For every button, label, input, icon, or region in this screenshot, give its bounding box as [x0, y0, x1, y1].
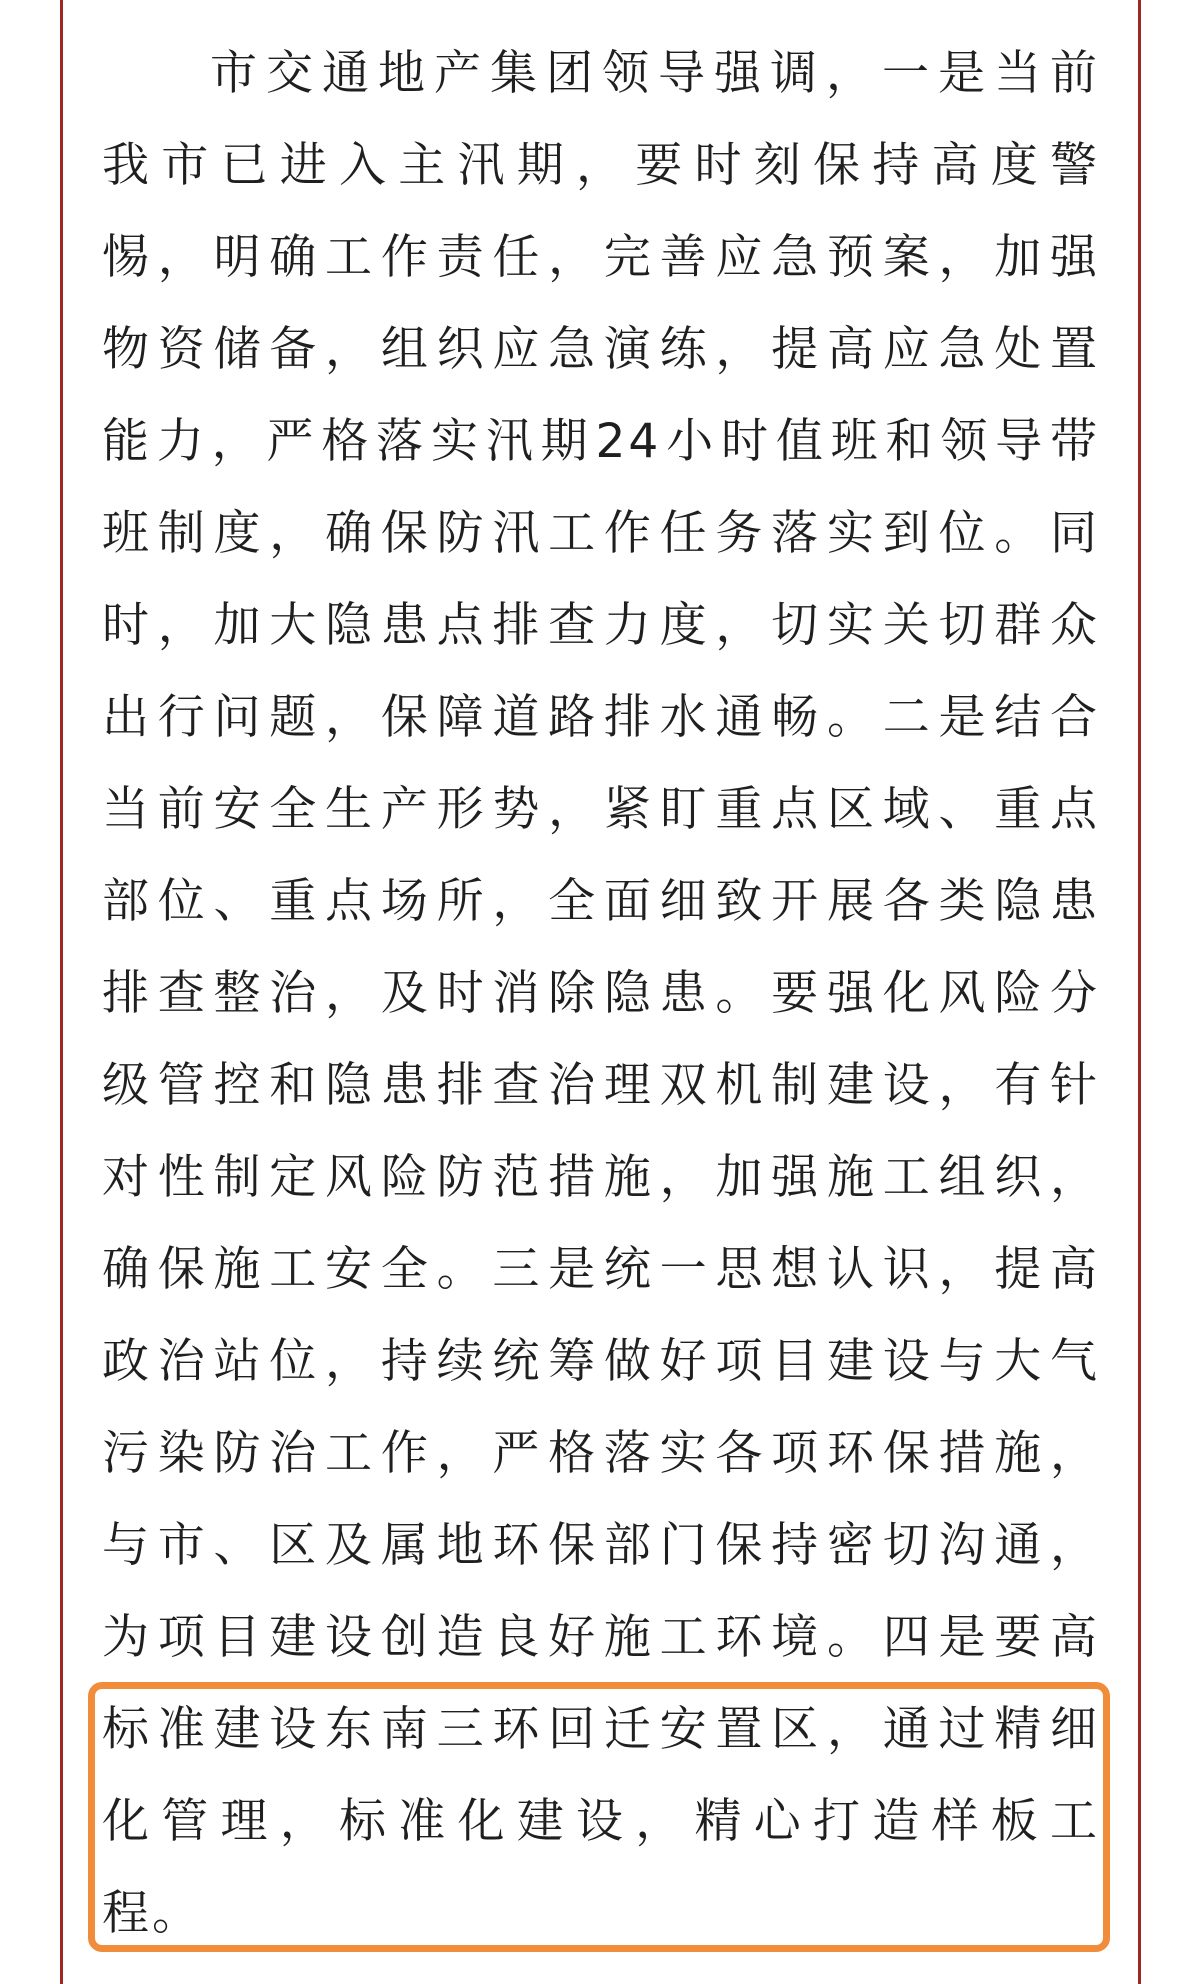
- article-line-17: 与市、区及属地环保部门保持密切沟通，: [102, 1518, 1100, 1573]
- article-line-7: 时，加大隐患点排查力度，切实关切群众: [102, 598, 1100, 653]
- right-border-rule: [1138, 0, 1141, 1984]
- article-body: [102, 28, 1100, 1960]
- article-line-5: 能力，严格落实汛期24小时值班和领导带: [102, 414, 1100, 469]
- article-line-19: 标准建设东南三环回迁安置区，通过精细: [102, 1702, 1100, 1757]
- article-line-11: 排查整治，及时消除隐患。要强化风险分: [102, 966, 1100, 1021]
- article-line-18: 为项目建设创造良好施工环境。四是要高: [102, 1610, 1100, 1665]
- article-line-21: 程。: [102, 1886, 202, 1941]
- article-line-15: 政治站位，持续统筹做好项目建设与大气: [102, 1334, 1100, 1389]
- article-line-20: 化管理，标准化建设，精心打造样板工: [102, 1794, 1100, 1849]
- article-line-2: 我市已进入主汛期，要时刻保持高度警: [102, 138, 1100, 193]
- article-line-14: 确保施工安全。三是统一思想认识，提高: [102, 1242, 1100, 1297]
- left-border-rule: [60, 0, 63, 1984]
- article-line-12: 级管控和隐患排查治理双机制建设，有针: [102, 1058, 1100, 1113]
- article-line-16: 污染防治工作，严格落实各项环保措施，: [102, 1426, 1100, 1481]
- article-line-6: 班制度，确保防汛工作任务落实到位。同: [102, 506, 1100, 561]
- article-line-1: 市交通地产集团领导强调，一是当前: [210, 46, 1100, 101]
- article-line-4: 物资储备，组织应急演练，提高应急处置: [102, 322, 1100, 377]
- article-line-9: 当前安全生产形势，紧盯重点区域、重点: [102, 782, 1100, 837]
- article-line-10: 部位、重点场所，全面细致开展各类隐患: [102, 874, 1100, 929]
- article-line-3: 惕，明确工作责任，完善应急预案，加强: [102, 230, 1100, 285]
- article-line-13: 对性制定风险防范措施，加强施工组织，: [102, 1150, 1100, 1205]
- article-line-8: 出行问题，保障道路排水通畅。二是结合: [102, 690, 1100, 745]
